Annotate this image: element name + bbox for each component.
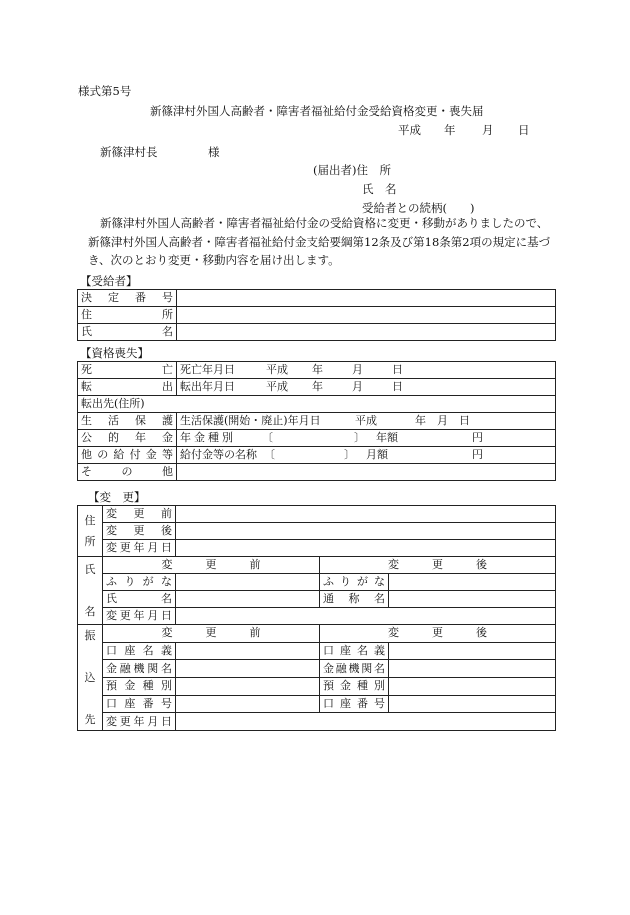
address-date-label: 変更年月日 <box>103 540 176 557</box>
bank-date-label: 変更年月日 <box>103 713 176 731</box>
address-date-field[interactable] <box>176 540 556 557</box>
table-row <box>78 413 556 430</box>
bank-name-before-field[interactable] <box>176 660 320 678</box>
section-heading-change: 【変 更】 <box>88 490 146 504</box>
bracket-close: 〕 <box>354 431 365 444</box>
name-after-header: 変 更 後 <box>320 557 556 574</box>
section-heading-recipient: 【受給者】 <box>80 274 138 288</box>
applicant-address-label: 住 所 <box>356 163 391 177</box>
table-row <box>78 290 556 307</box>
applicant-name-label: 氏 名 <box>362 182 397 196</box>
month-label: 月 <box>352 380 363 393</box>
name-before-header: 変 更 前 <box>103 557 320 574</box>
table-row <box>78 677 556 695</box>
change-table <box>77 505 556 731</box>
name-before-field[interactable] <box>176 591 320 608</box>
yen-label: 円 <box>472 431 483 444</box>
side-char: 名 <box>84 605 96 618</box>
table-row <box>78 574 556 591</box>
recipient-name-field[interactable] <box>177 324 556 341</box>
moveout-label: 転出 <box>78 379 177 396</box>
side-char: 住 <box>84 514 96 527</box>
account-holder-after-label: 口座名義 <box>320 642 389 660</box>
side-char: 込 <box>84 671 96 684</box>
addressee <box>100 145 220 159</box>
day-label: 日 <box>459 414 470 427</box>
bank-before-header: 変 更 前 <box>103 625 320 643</box>
field-caption: 給付金等の名称 <box>180 448 257 461</box>
other-field[interactable] <box>177 464 556 481</box>
bank-name-label: 金融機関名 <box>103 660 176 678</box>
table-row <box>78 642 556 660</box>
section-heading-loss: 【資格喪失】 <box>80 346 149 360</box>
addressee-honorific: 様 <box>208 145 220 159</box>
addressee-name: 新篠津村長 <box>100 145 158 159</box>
bank-name-after-label: 金融機関名 <box>320 660 389 678</box>
amount-label: 月額 <box>366 448 388 461</box>
bracket-open: 〔 <box>262 431 273 444</box>
date-era: 平成 <box>398 123 421 137</box>
death-date-field[interactable] <box>177 362 556 379</box>
address-after-label: 変更後 <box>103 523 176 540</box>
other-benefit-field[interactable] <box>177 447 556 464</box>
notice-line: 新篠津村外国人高齢者・障害者福祉給付金支給要綱第12条及び第18条第2項の規定に基づ <box>88 234 551 249</box>
date-line <box>398 123 530 137</box>
moveout-destination-label: 転出先(住所) <box>81 397 145 410</box>
pension-label: 公的年金 <box>78 430 177 447</box>
furigana-before-field[interactable] <box>176 574 320 591</box>
table-row <box>78 464 556 481</box>
account-number-label: 口座番号 <box>103 695 176 713</box>
date-year: 年 <box>444 123 456 137</box>
era-label: 平成 <box>355 414 377 427</box>
side-char: 所 <box>84 535 96 548</box>
deposit-type-before-field[interactable] <box>176 677 320 695</box>
address-before-field[interactable] <box>176 506 556 523</box>
year-label: 年 <box>312 380 323 393</box>
deposit-type-after-label: 預金種別 <box>320 677 389 695</box>
account-holder-label: 口座名義 <box>103 642 176 660</box>
notice-paragraph <box>88 214 558 270</box>
decision-number-label: 決定番号 <box>78 290 177 307</box>
name-date-field[interactable] <box>176 608 556 625</box>
furigana-after-field[interactable] <box>389 574 556 591</box>
bank-side-label <box>78 625 103 731</box>
welfare-label: 生活保護 <box>78 413 177 430</box>
side-char: 振 <box>84 629 96 642</box>
date-day: 日 <box>518 123 530 137</box>
bracket-open: 〔 <box>264 448 275 461</box>
account-holder-before-field[interactable] <box>176 642 320 660</box>
table-row <box>78 713 556 731</box>
day-label: 日 <box>392 363 403 376</box>
table-row <box>78 324 556 341</box>
table-row <box>78 695 556 713</box>
moveout-destination-field[interactable] <box>78 396 556 413</box>
bank-after-header: 変 更 後 <box>320 625 556 643</box>
notice-line: 新篠津村外国人高齢者・障害者福祉給付金の受給資格に変更・移動がありましたので、 <box>100 216 549 230</box>
date-month: 月 <box>482 123 494 137</box>
month-label: 月 <box>352 363 363 376</box>
field-caption: 死亡年月日 <box>180 363 235 376</box>
name-date-label: 変更年月日 <box>103 608 176 625</box>
decision-number-field[interactable] <box>177 290 556 307</box>
side-char: 氏 <box>84 563 96 576</box>
account-holder-after-field[interactable] <box>389 642 556 660</box>
form-number: 様式第5号 <box>78 84 132 98</box>
table-row <box>78 625 556 643</box>
deposit-type-after-field[interactable] <box>389 677 556 695</box>
table-row <box>78 506 556 523</box>
recipient-address-label: 住所 <box>78 307 177 324</box>
other-label: その他 <box>78 464 177 481</box>
loss-table <box>77 361 556 481</box>
table-row <box>78 396 556 413</box>
death-label: 死亡 <box>78 362 177 379</box>
applicant-address <box>313 163 391 177</box>
applicant-prefix: (届出者) <box>313 163 357 177</box>
welfare-date-field[interactable] <box>177 413 556 430</box>
deposit-type-label: 預金種別 <box>103 677 176 695</box>
year-label: 年 <box>415 414 426 427</box>
field-caption: 転出年月日 <box>180 380 235 393</box>
table-row <box>78 591 556 608</box>
era-label: 平成 <box>266 380 288 393</box>
table-row <box>78 540 556 557</box>
bank-date-field[interactable] <box>176 713 556 731</box>
side-char: 先 <box>84 713 96 726</box>
account-number-after-field[interactable] <box>389 695 556 713</box>
alias-field[interactable] <box>389 591 556 608</box>
pension-field[interactable] <box>177 430 556 447</box>
notice-line: き、次のとおり変更・移動内容を届け出します。 <box>88 253 340 267</box>
table-row <box>78 362 556 379</box>
name-label: 氏名 <box>103 591 176 608</box>
table-row <box>78 523 556 540</box>
month-label: 月 <box>437 414 448 427</box>
yen-label: 円 <box>472 448 483 461</box>
table-row <box>78 557 556 574</box>
page-title: 新篠津村外国人高齢者・障害者福祉給付金受給資格変更・喪失届 <box>150 104 484 118</box>
name-side-label <box>78 557 103 625</box>
moveout-date-field[interactable] <box>177 379 556 396</box>
table-row <box>78 608 556 625</box>
bracket-close: 〕 <box>344 448 355 461</box>
alias-label: 通称名 <box>320 591 389 608</box>
field-caption: 年金種別 <box>180 431 236 444</box>
bank-name-after-field[interactable] <box>389 660 556 678</box>
account-number-after-label: 口座番号 <box>320 695 389 713</box>
table-row <box>78 447 556 464</box>
furigana-after-label: ふりがな <box>320 574 389 591</box>
table-row <box>78 307 556 324</box>
furigana-label: ふりがな <box>103 574 176 591</box>
table-row <box>78 430 556 447</box>
recipient-address-field[interactable] <box>177 307 556 324</box>
address-side-label <box>78 506 103 557</box>
table-row <box>78 660 556 678</box>
field-caption: 生活保護(開始・廃止)年月日 <box>180 414 321 427</box>
table-row <box>78 379 556 396</box>
applicant-relation-label: 受給者との続柄( ) <box>362 201 475 215</box>
address-after-field[interactable] <box>176 523 556 540</box>
account-number-before-field[interactable] <box>176 695 320 713</box>
day-label: 日 <box>392 380 403 393</box>
amount-label: 年額 <box>376 431 398 444</box>
era-label: 平成 <box>266 363 288 376</box>
recipient-table <box>77 289 556 341</box>
recipient-name-label: 氏名 <box>78 324 177 341</box>
address-before-label: 変更前 <box>103 506 176 523</box>
year-label: 年 <box>312 363 323 376</box>
other-benefit-label: 他の給付金等 <box>78 447 177 464</box>
